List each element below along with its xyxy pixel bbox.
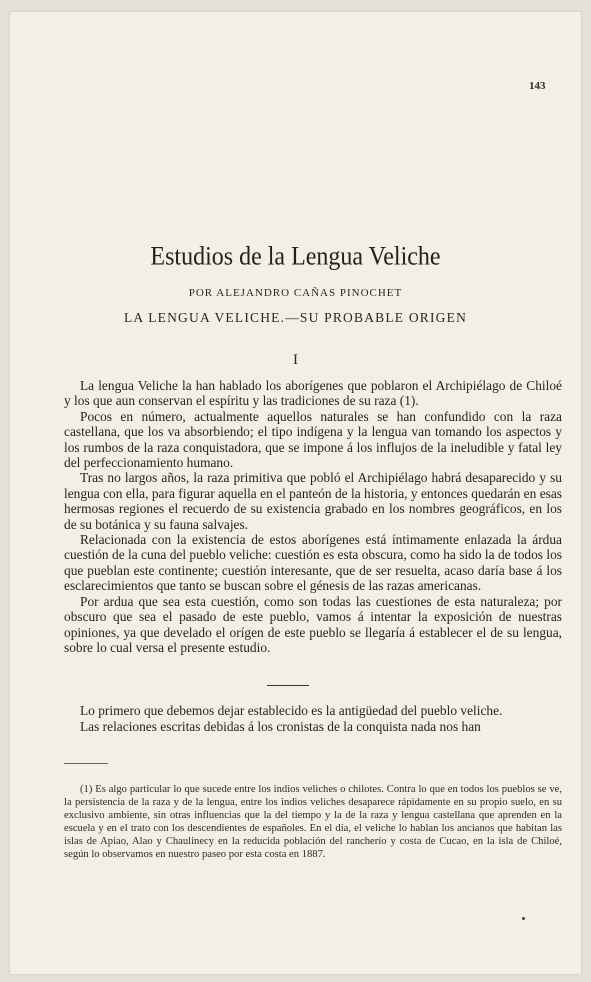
main-text [64,378,562,655]
paragraph: Lo primero que debemos dejar establecido es la antigüedad del pueblo veliche. [80,703,503,718]
paragraph: Pocos en número, actualmente aquellos naturales se han confundido con la raza castellana, que los va absorbiendo; el tipo indígena y la lengua van tomando los aspectos y los rumbos de la raza conquistadora, que se impone á los influjos de la ineludible y fatal ley del perfeccionamiento humano. [64,408,562,471]
continued-text [64,703,562,734]
section-divider [267,685,309,686]
footnote-text: (1) Es algo particular lo que sucede entre los indios veliches o chilotes. Contra lo que en todos los pueblos se ve, la persistencia de la raza y de la lengua, entre los indios veliches desaparece rápidamente en su propio suelo, en su exclusivo ambiente, sin otras influencias que la del tiempo y la de la raza y lengua castellana que aprenden en la escuela y en el trato con los descendientes de españoles. En el día, el veliche lo hablan los ancianos que habitan las islas de Apiao, Alao y Chaulinecy en la reducida población del rancherío y costa de Cucao, en la isla de Chiloé, según lo observamos en nuestro paseo por esta costa en 1887. [64,784,562,860]
paragraph: Relacionada con la existencia de estos aborígenes está íntimamente enlazada la árdua cuestión de la cuna del pueblo veliche: cuestión es esta obscura, como ha sido la de todos los que pueblan este continente; cuestión interesante, que de ser resuelta, acaso daría base á los esclarecimientos que tanto se buscan sobre el génesis de las razas americanas. [64,532,562,594]
paragraph: Tras no largos años, la raza primitiva que pobló el Archipiélago habrá desaparecido y su lengua con ella, para figurar aquella en el panteón de la historia, y entonces quedarán en esas hermosas regiones el recuerdo de su existencia grabado en los nombres geográficos, en los de su botánica y su fauna salvajes. [64,470,562,532]
footnote [64,783,562,861]
ink-speck [522,917,525,920]
book-page [10,12,581,974]
footnote-rule [64,763,108,764]
paragraph: Por ardua que sea esta cuestión, como son todas las cuestiones de esta naturaleza; por obscuro que sea el pasado de este pueblo, vamos á intentar la exposición de nuestras opiniones, ya que develado el orígen de este pueblo se llegaría á establecer el de su lengua, sobre lo cual versa el presente estudio. [64,593,562,655]
paragraph: La lengua Veliche la han hablado los aborígenes que poblaron el Archipiélago de Chiloé y los que aun conservan el espíritu y las tradiciones de su raza (1). [64,378,562,409]
section-number: I [293,352,298,368]
page-number: 143 [529,80,546,92]
paragraph: Las relaciones escritas debidas á los cronistas de la conquista nada nos han [80,718,481,734]
author-line: POR ALEJANDRO CAÑAS PINOCHET [188,287,403,299]
article-title: Estudios de la Lengua Veliche [150,242,441,271]
section-subtitle: LA LENGUA VELICHE.—SU PROBABLE ORIGEN [123,310,468,325]
